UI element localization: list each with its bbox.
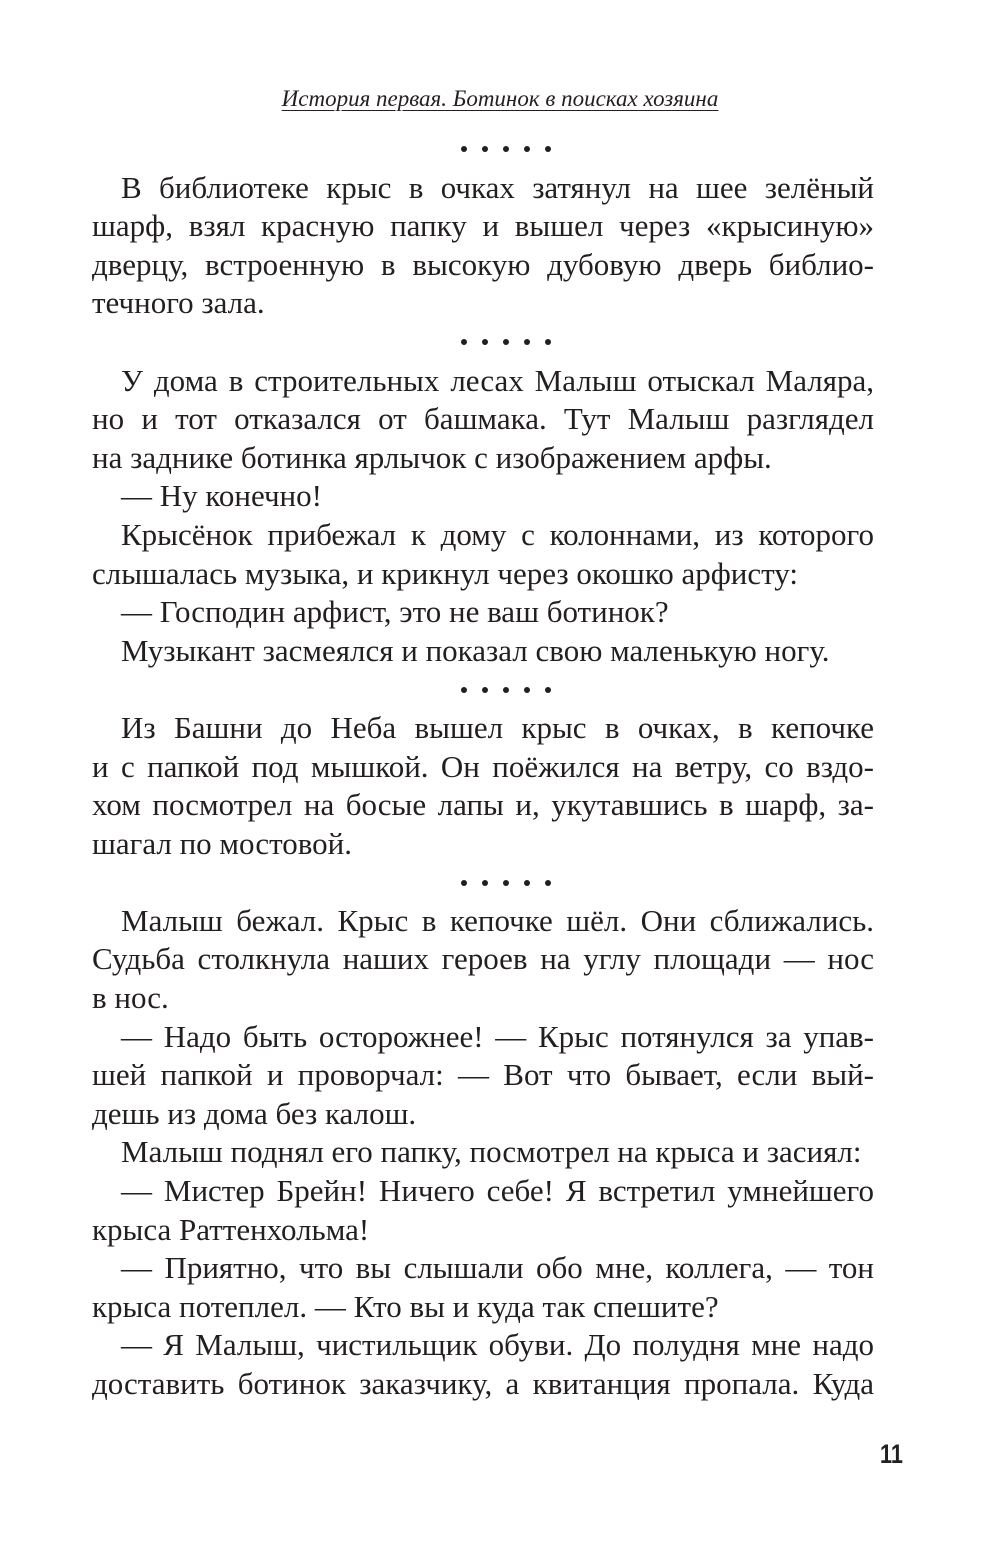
text-line: крыса потеплел. — Кто вы и куда так спешите? — [92, 1288, 719, 1324]
running-head — [0, 84, 1000, 114]
text-line: доставить ботинок заказчику, а квитанция пропала. Куда — [92, 1366, 874, 1401]
text-line: В библиотеке крыс в очках затянул на шее зелёный — [121, 169, 874, 205]
text-line: дверцу, встроенную в высокую дубовую дверь библио- — [92, 246, 874, 282]
text-line: — Я Малыш, чистильщик обуви. До полудня мне надо — [121, 1327, 874, 1363]
text-line: на заднике ботинка ярлычок с изображением арфы. — [92, 439, 772, 475]
text-line: но и тот отказался от башмака. Тут Малыш разглядел — [92, 401, 874, 437]
section-separator — [92, 863, 874, 902]
page-number: 11 — [880, 1439, 903, 1469]
text-line: — Надо быть осторожнее! — Крыс потянулся за упав- — [121, 1018, 874, 1054]
text-line: Из Башни до Неба вышел крыс в очках, в кепочке — [121, 709, 874, 745]
text-line: Судьба столкнула наших героев на углу площади — нос — [92, 941, 874, 977]
text-line: — Мистер Брейн! Ничего себе! Я встретил умнейшего — [121, 1173, 874, 1209]
text-line: в нос. — [92, 980, 169, 1016]
text-line: крыса Раттенхольма! — [92, 1211, 370, 1247]
text-line: шарф, взял красную папку и вышел через «крысиную» — [92, 208, 874, 244]
section-separator — [92, 670, 874, 709]
text-line: Малыш поднял его папку, посмотрел на крыса и засиял: — [121, 1134, 862, 1170]
running-head-text: История первая. Ботинок в поисках хозяина — [281, 86, 719, 111]
text-line: Малыш бежал. Крыс в кепочке шёл. Они сближались. — [121, 902, 874, 938]
text-line: и с папкой под мышкой. Он поёжился на ветру, со вздо- — [92, 748, 874, 784]
text-line: шей папкой и проворчал: — Вот что бывает, если вый- — [92, 1057, 874, 1093]
text-line: шагал по мостовой. — [92, 825, 352, 861]
text-line: У дома в строительных лесах Малыш отыскал Маляра, — [121, 362, 874, 398]
text-line: — Господин арфист, это не ваш ботинок? — [121, 594, 669, 630]
text-line: Музыкант засмеялся и показал свою маленькую ногу. — [121, 632, 830, 668]
text-line: слышалась музыка, и крикнул через окошко арфисту: — [92, 555, 798, 591]
text-line: Крысёнок прибежал к дому с колоннами, из которого — [121, 516, 874, 552]
body-text — [92, 130, 874, 1404]
text-line: хом посмотрел на босые лапы и, укутавшись в шарф, за- — [92, 787, 874, 823]
section-separator — [92, 323, 874, 362]
text-line: течного зала. — [92, 285, 265, 321]
section-separator — [92, 130, 874, 169]
text-line: — Приятно, что вы слышали обо мне, коллега, — тон — [121, 1250, 874, 1286]
text-line: дешь из дома без калош. — [92, 1095, 417, 1131]
text-line: — Ну конечно! — [121, 478, 322, 514]
